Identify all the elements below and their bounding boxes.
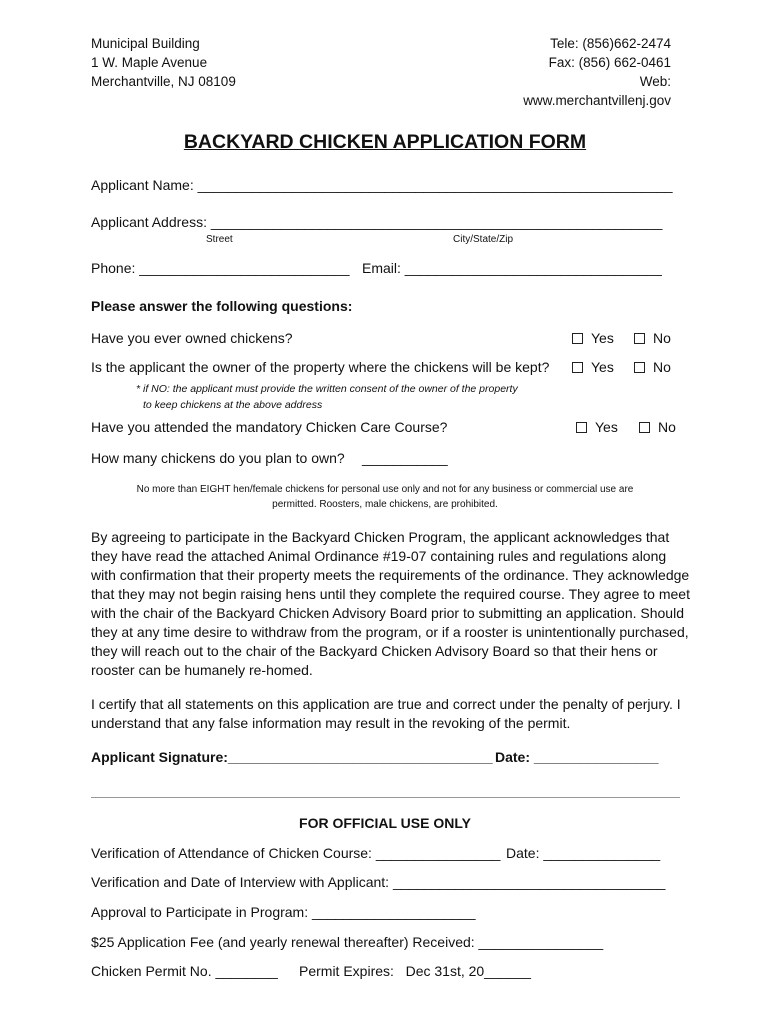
yes-label: Yes (595, 419, 618, 435)
certification-statement: I certify that all statements on this application are true and correct under the penalty of perjury. I understand that any false information may result in the revoking of the permit. (91, 696, 681, 731)
address-line: 1 W. Maple Avenue (91, 55, 208, 70)
checkbox-icon[interactable] (576, 422, 587, 433)
street-label: Street (206, 234, 233, 245)
email-field[interactable]: Email: _________________________________ (362, 260, 662, 276)
no-label: No (653, 359, 671, 375)
section-divider (91, 797, 680, 798)
owner-consent-note-cont: to keep chickens at the above address (143, 399, 323, 411)
course-verification-field[interactable]: Verification of Attendance of Chicken Course: ________________ (91, 845, 501, 861)
owner-consent-note: * if NO: the applicant must provide the written consent of the owner of the property (136, 383, 518, 395)
question-owned-chickens: Have you ever owned chickens? (91, 330, 293, 346)
no-label: No (653, 330, 671, 346)
yes-option[interactable] (572, 359, 614, 375)
yes-option[interactable] (576, 419, 618, 435)
checkbox-icon[interactable] (634, 362, 645, 373)
address-line: Merchantville, NJ 08109 (91, 74, 236, 89)
question-property-owner: Is the applicant the owner of the property where the chickens will be kept? (91, 359, 550, 375)
permit-number-field[interactable]: Chicken Permit No. ________ (91, 963, 278, 979)
yes-label: Yes (591, 330, 614, 346)
no-label: No (658, 419, 676, 435)
yes-option[interactable] (572, 330, 614, 346)
limit-note-cont: permitted. Roosters, male chickens, are prohibited. (272, 499, 498, 510)
signature-field[interactable]: Applicant Signature:__________________________________ (91, 749, 493, 765)
applicant-address-field[interactable]: Applicant Address: __________________________________________________________ (91, 214, 663, 230)
official-use-heading: FOR OFFICIAL USE ONLY (299, 815, 471, 831)
checkbox-icon[interactable] (634, 333, 645, 344)
no-option[interactable] (639, 419, 676, 435)
course-verification-date-field[interactable]: Date: _______________ (506, 845, 661, 861)
questions-heading: Please answer the following questions: (91, 298, 353, 314)
checkbox-icon[interactable] (572, 333, 583, 344)
municipal-address (91, 34, 236, 91)
checkbox-icon[interactable] (572, 362, 583, 373)
fee-received-field[interactable]: $25 Application Fee (and yearly renewal thereafter) Received: ________________ (91, 934, 604, 950)
no-option[interactable] (634, 330, 671, 346)
phone-line: Tele: (856)662-2474 (550, 36, 671, 51)
web-label: Web: (639, 74, 671, 89)
interview-verification-field[interactable]: Verification and Date of Interview with Applicant: ___________________________________ (91, 874, 666, 890)
question-chicken-count: How many chickens do you plan to own? (91, 450, 345, 466)
address-line: Municipal Building (91, 36, 200, 51)
phone-field[interactable]: Phone: ___________________________ (91, 260, 350, 276)
fax-line: Fax: (856) 662-0461 (548, 55, 671, 70)
applicant-name-field[interactable]: Applicant Name: _____________________________________________________________ (91, 177, 673, 193)
form-title: BACKYARD CHICKEN APPLICATION FORM (183, 131, 587, 153)
permit-expires-field[interactable]: Permit Expires: Dec 31st, 20______ (299, 963, 531, 979)
checkbox-icon[interactable] (639, 422, 650, 433)
no-option[interactable] (634, 359, 671, 375)
yes-label: Yes (591, 359, 614, 375)
approval-field[interactable]: Approval to Participate in Program: _____________________ (91, 904, 476, 920)
website-link[interactable]: www.merchantvillenj.gov (523, 93, 671, 108)
city-state-zip-label: City/State/Zip (453, 234, 514, 245)
contact-info (523, 34, 671, 110)
signature-date-field[interactable]: Date: ________________ (495, 749, 659, 765)
question-care-course: Have you attended the mandatory Chicken Care Course? (91, 419, 448, 435)
limit-note: No more than EIGHT hen/female chickens for personal use only and not for any business or commercial use are (136, 484, 634, 495)
agreement-paragraph: By agreeing to participate in the Backyard Chicken Program, the applicant acknowledges that they have read the attached Animal Ordinance #19-07 containing rules and regulations along with confirmation that their property meets the requirements of the ordinance. They acknowledge that they may not begin raising hens until they complete the required course. They agree to meet with the chair of the Backyard Chicken Advisory Board prior to submitting an application. Should they at any time desire to withdraw from the program, or if a rooster is unintentionally purchased, they will reach out to the chair of the Backyard Chicken Advisory Board so that their hens or rooster can be humanely re-homed. (91, 529, 690, 678)
chicken-count-field[interactable]: ___________ (362, 450, 448, 466)
